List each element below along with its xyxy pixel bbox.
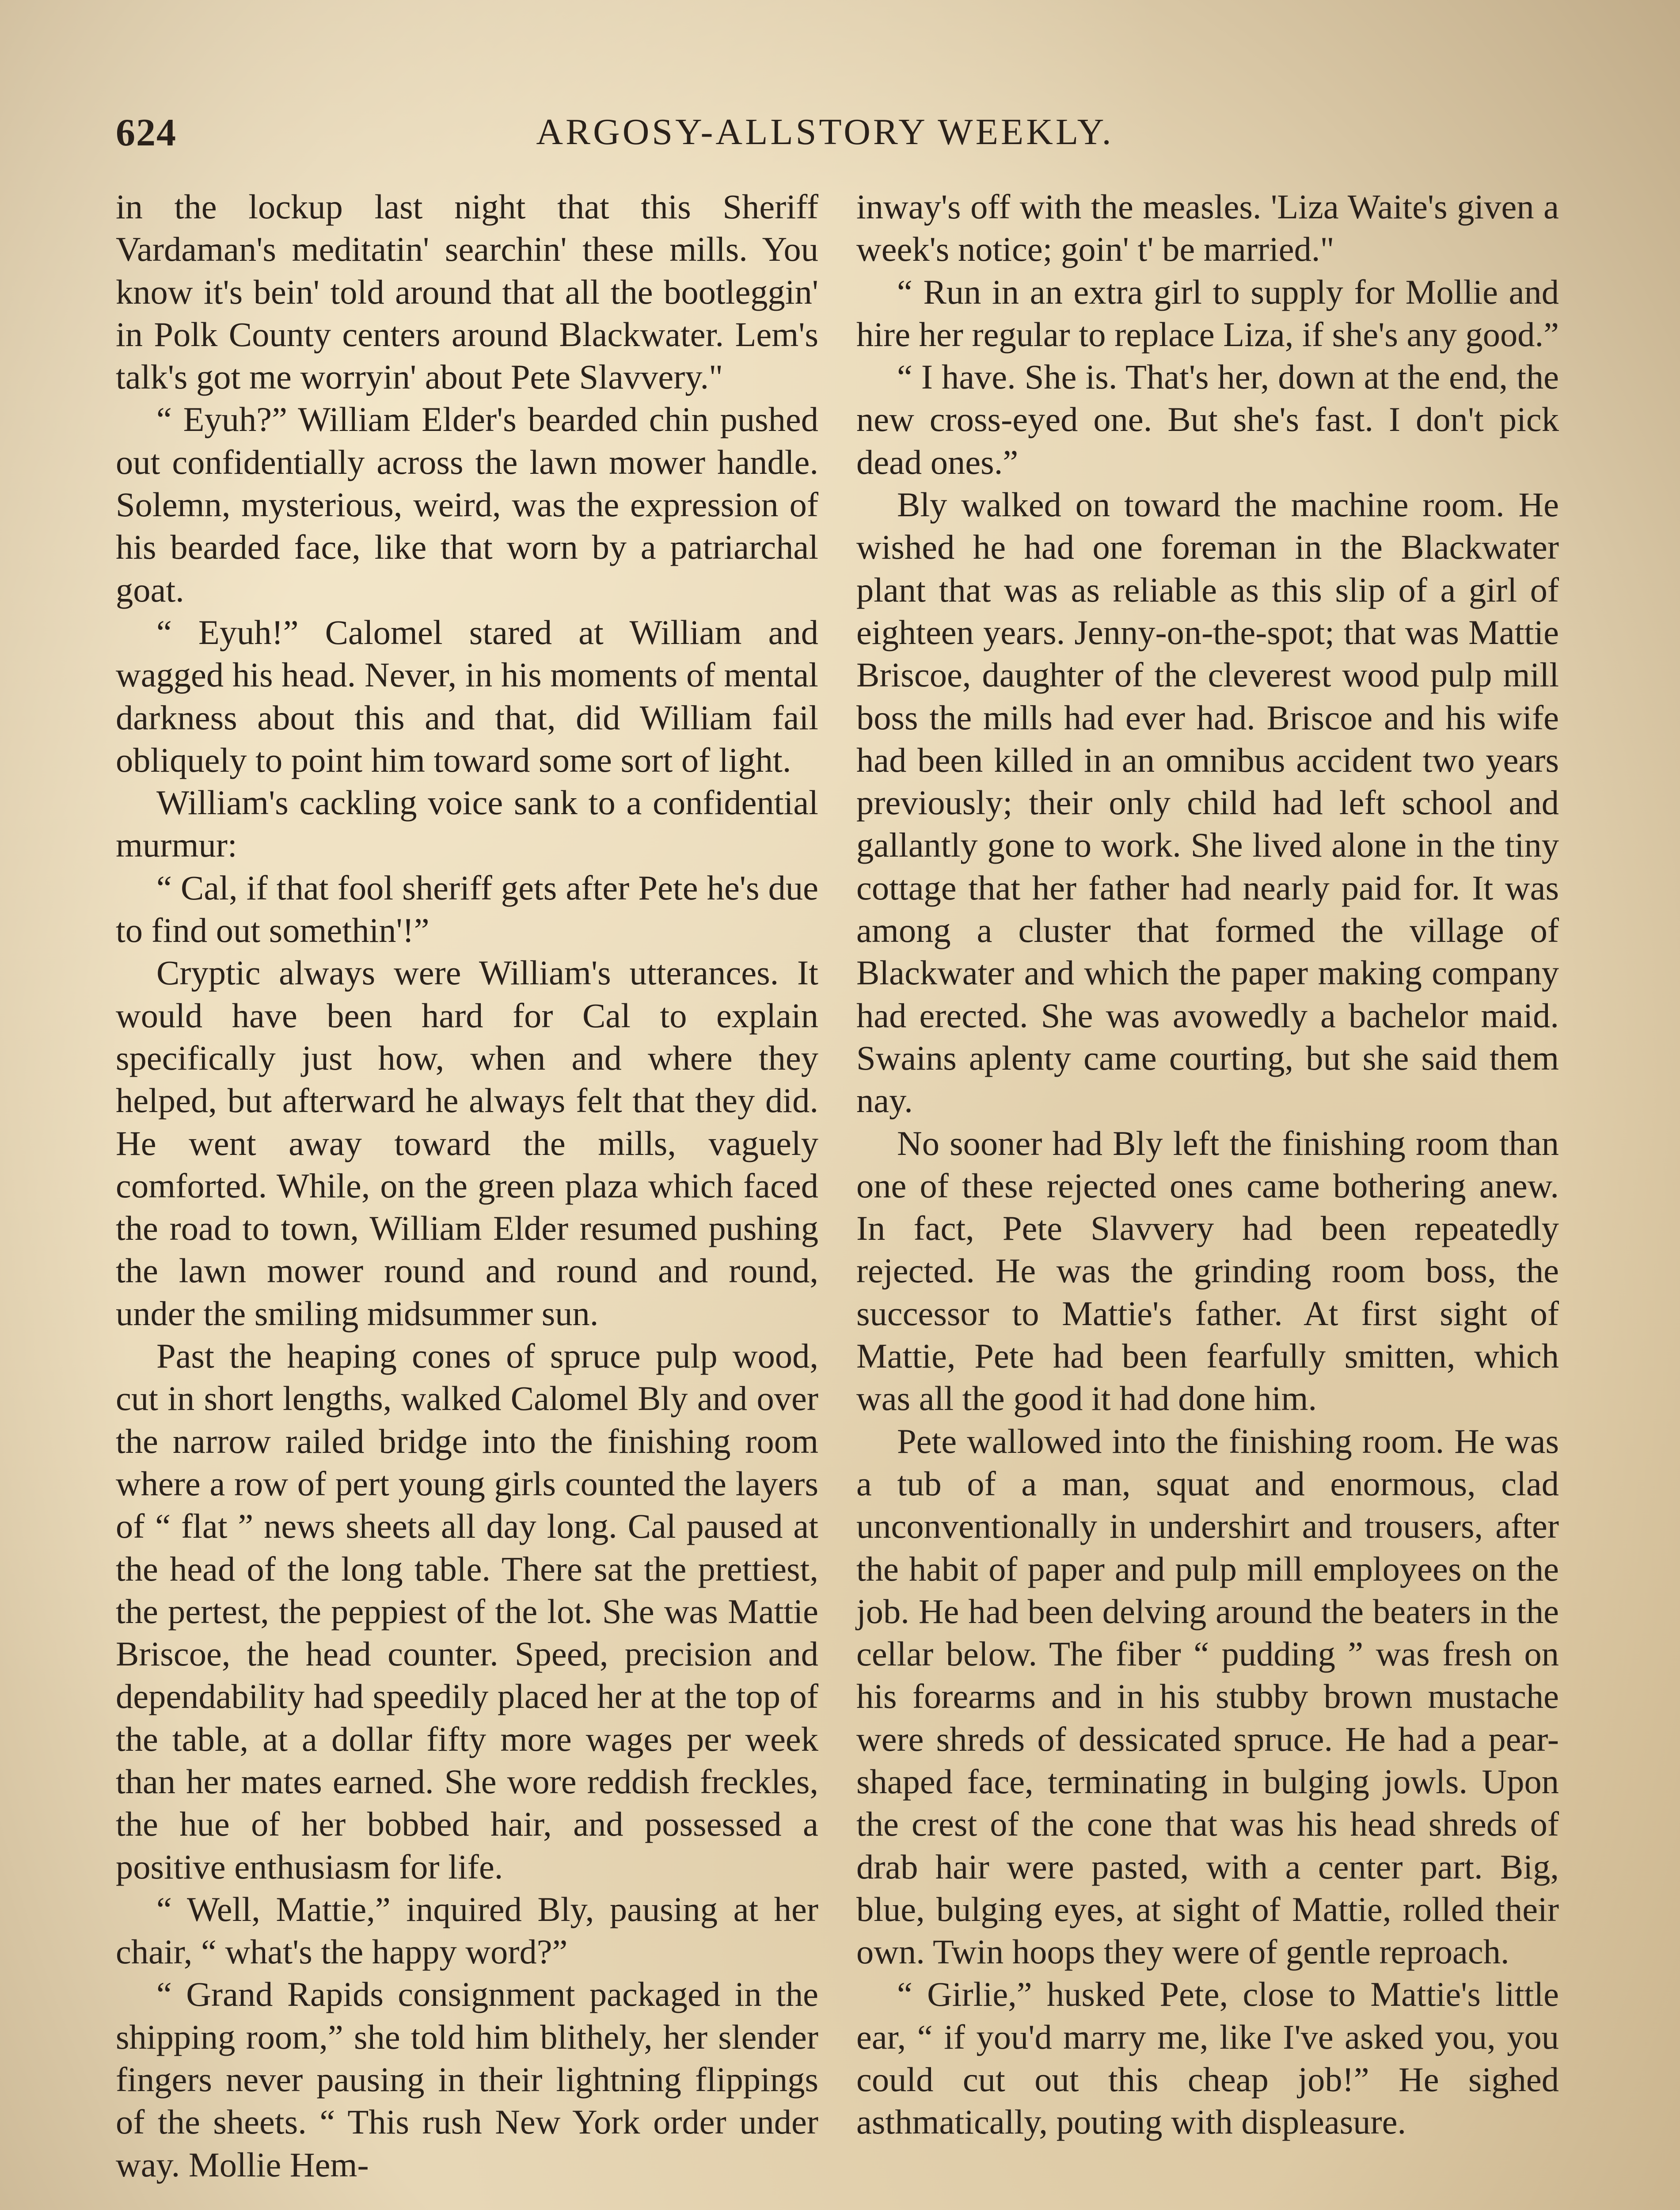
paragraph: Cryptic always were William's utterances. It would have been hard for Cal to explain specifically just how, when and where they helped, but afterward he always felt that they did. He went away toward the mills, vaguely comforted. While, on the green plaza which faced the road to town, William Elder resumed pushing the lawn mower round and round and round, under the smiling midsummer sun. xyxy=(116,953,818,1333)
paragraph: “ Well, Mattie,” inquired Bly, pausing at her chair, “ what's the happy word?” xyxy=(116,1890,818,1971)
paragraph: William's cackling voice sank to a confidential murmur: xyxy=(116,783,818,865)
paragraph: “ I have. She is. That's her, down at the end, the new cross-eyed one. But she's fast. I don't pick dead ones.” xyxy=(856,358,1559,481)
paragraph: “ Cal, if that fool sheriff gets after Pete he's due to find out somethin'!” xyxy=(116,868,818,950)
paragraph: “ Eyuh?” William Elder's bearded chin pushed out confidentially across the lawn mower handle. Solemn, mysterious, weird, was the expression of his bearded face, like that worn by a patriarchal goat. xyxy=(116,400,818,609)
paragraph: “ Grand Rapids consignment packaged in the shipping room,” she told him blithely, her slender fingers never pausing in their lightning flippings of the sheets. “ This rush New York order under way. Mollie Hem- xyxy=(116,1975,818,2184)
paragraph: No sooner had Bly left the finishing room than one of these rejected ones came bothering anew. In fact, Pete Slavvery had been repeatedly rejected. He was the grinding room boss, the successor to Mattie's father. At first sight of Mattie, Pete had been fearfully smitten, which was all the good it had done him. xyxy=(856,1124,1559,1418)
paragraph: “ Eyuh!” Calomel stared at William and wagged his head. Never, in his moments of mental darkness about this and that, did William fail obliquely to point him toward some sort of light. xyxy=(116,613,818,779)
right-column xyxy=(856,186,1559,2144)
paragraph: “ Run in an extra girl to supply for Mollie and hire her regular to replace Liza, if she's any good.” xyxy=(856,272,1559,354)
left-column xyxy=(116,186,818,2186)
paragraph: inway's off with the measles. 'Liza Waite's given a week's notice; goin' t' be married." xyxy=(856,187,1559,269)
running-head: ARGOSY-ALLSTORY WEEKLY. xyxy=(536,111,1114,152)
page-number: 624 xyxy=(116,111,177,154)
paragraph: Bly walked on toward the machine room. He wished he had one foreman in the Blackwater plant that was as reliable as this slip of a girl of eighteen years. Jenny-on-the-spot; that was Mattie Briscoe, daughter of the cleverest wood pulp mill boss the mills had ever had. Briscoe and his wife had been killed in an omnibus accident two years previously; their only child had left school and gallantly gone to work. She lived alone in the tiny cottage that her father had nearly paid for. It was among a cluster that formed the village of Blackwater and which the paper making company had erected. She was avowedly a bachelor maid. Swains aplenty came courting, but she said them nay. xyxy=(856,485,1559,1120)
page-header xyxy=(116,110,1534,164)
paragraph: in the lockup last night that this Sheriff Vardaman's meditatin' searchin' these mills. You know it's bein' told around that all the bootleggin' in Polk County centers around Blackwater. Lem's talk's got me worryin' about Pete Slavvery." xyxy=(116,187,818,396)
paragraph: Past the heaping cones of spruce pulp wood, cut in short lengths, walked Calomel Bly and over the narrow railed bridge into the finishing room where a row of pert young girls counted the layers of “ flat ” news sheets all day long. Cal paused at the head of the long table. There sat the prettiest, the pertest, the peppiest of the lot. She was Mattie Briscoe, the head counter. Speed, precision and dependability had speedily placed her at the top of the table, at a dollar fifty more wages per week than her mates earned. She wore reddish freckles, the hue of her bobbed hair, and possessed a positive enthusiasm for life. xyxy=(116,1337,818,1886)
paragraph: “ Girlie,” husked Pete, close to Mattie's little ear, “ if you'd marry me, like I've asked you, you could cut out this cheap job!” He sighed asthmatically, pouting with displeasure. xyxy=(856,1975,1559,2141)
paragraph: Pete wallowed into the finishing room. He was a tub of a man, squat and enormous, clad unconventionally in undershirt and trousers, after the habit of paper and pulp mill employees on the job. He had been delving around the beaters in the cellar below. The fiber “ pudding ” was fresh on his forearms and in his stubby brown mustache were shreds of dessicated spruce. He had a pear-shaped face, terminating in bulging jowls. Upon the crest of the cone that was his head shreds of drab hair were pasted, with a center part. Big, blue, bulging eyes, at sight of Mattie, rolled their own. Twin hoops they were of gentle reproach. xyxy=(856,1421,1559,1971)
